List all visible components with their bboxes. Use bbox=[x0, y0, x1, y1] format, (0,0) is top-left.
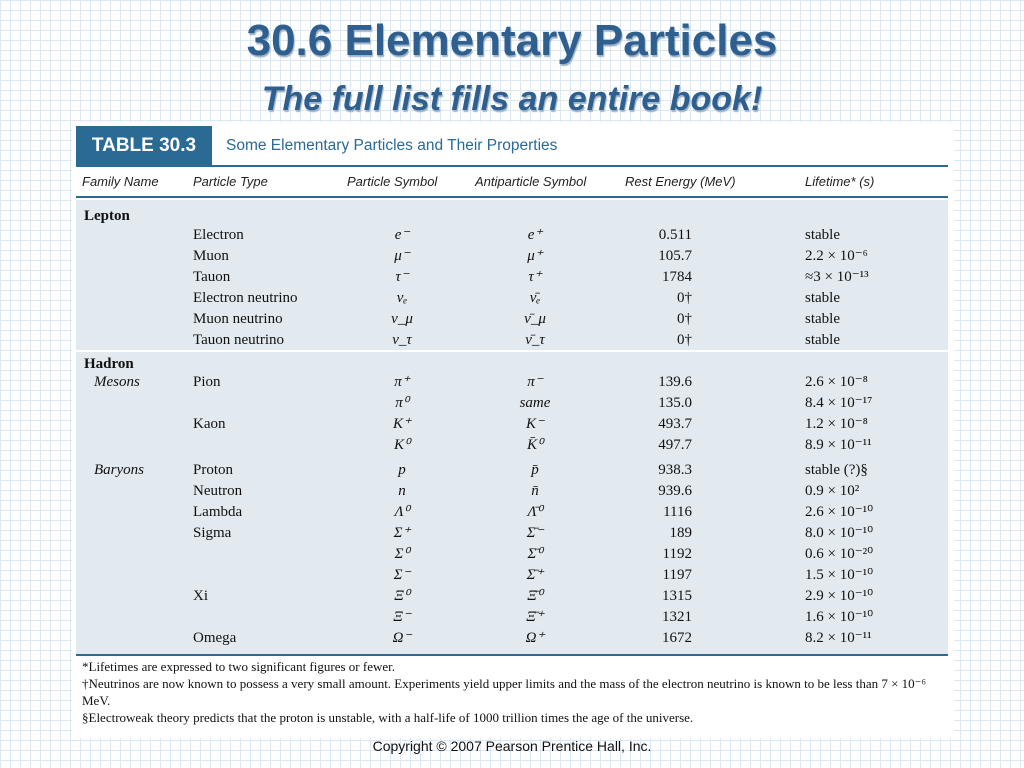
cell-anti: τ⁺ bbox=[528, 269, 542, 285]
cell-symbol: π⁰ bbox=[395, 395, 409, 411]
cell-symbol: p bbox=[398, 462, 406, 478]
cell-symbol: n bbox=[398, 483, 406, 499]
cell-type: Electron bbox=[193, 227, 244, 243]
cell-type: Kaon bbox=[193, 416, 226, 432]
cell-type: Xi bbox=[193, 588, 208, 604]
subfamily-mesons: Mesons bbox=[94, 374, 140, 390]
cell-energy: 1321 bbox=[662, 609, 692, 625]
cell-symbol: ν_μ bbox=[391, 311, 413, 327]
cell-energy: 1192 bbox=[662, 546, 692, 562]
cell-type: Lambda bbox=[193, 504, 243, 520]
cell-anti: Ω⁺ bbox=[525, 630, 545, 646]
footer-rule bbox=[76, 654, 948, 656]
cell-lifetime: 1.6 × 10⁻¹⁰ bbox=[805, 609, 874, 625]
cell-type: Muon neutrino bbox=[193, 311, 283, 327]
footnotes bbox=[82, 658, 944, 726]
column-header-symbol: Particle Symbol bbox=[347, 174, 438, 189]
cell-lifetime: 8.9 × 10⁻¹¹ bbox=[805, 437, 872, 453]
family-lepton: Lepton bbox=[84, 208, 130, 224]
cell-lifetime: ≈3 × 10⁻¹³ bbox=[805, 269, 869, 285]
cell-type: Tauon bbox=[193, 269, 231, 285]
cell-symbol: μ⁻ bbox=[394, 248, 410, 264]
cell-symbol: Ξ⁻ bbox=[393, 609, 411, 625]
table-number-tag: TABLE 30.3 bbox=[76, 126, 212, 166]
cell-lifetime: stable bbox=[805, 290, 840, 306]
cell-lifetime: 0.6 × 10⁻²⁰ bbox=[805, 546, 874, 562]
cell-anti: ν̄ₑ bbox=[529, 290, 541, 306]
cell-type: Tauon neutrino bbox=[193, 332, 285, 348]
cell-symbol: Ξ⁰ bbox=[394, 588, 410, 604]
cell-lifetime: stable (?)§ bbox=[805, 462, 868, 478]
cell-lifetime: stable bbox=[805, 227, 840, 243]
cell-lifetime: stable bbox=[805, 332, 840, 348]
cell-symbol: K⁰ bbox=[393, 437, 411, 453]
cell-anti: μ⁺ bbox=[527, 248, 543, 264]
cell-anti: Ξ̄⁺ bbox=[526, 609, 544, 625]
cell-energy: 139.6 bbox=[658, 374, 692, 390]
cell-energy: 939.6 bbox=[658, 483, 692, 499]
cell-anti: K̄⁰ bbox=[526, 437, 544, 453]
cell-symbol: e⁻ bbox=[394, 227, 410, 243]
cell-anti: e⁺ bbox=[527, 227, 543, 243]
table-figure bbox=[72, 122, 954, 738]
footnote-proton: §Electroweak theory predicts that the proton is unstable, with a half-life of 1000 trillion times the age of the universe. bbox=[82, 710, 694, 725]
cell-lifetime: 1.2 × 10⁻⁸ bbox=[805, 416, 868, 432]
cell-symbol: Σ⁻ bbox=[393, 567, 411, 583]
cell-energy: 497.7 bbox=[658, 437, 692, 453]
column-header-lifetime: Lifetime* (s) bbox=[805, 174, 875, 189]
cell-anti: Σ̄⁺ bbox=[526, 567, 544, 583]
cell-symbol: Σ⁰ bbox=[394, 546, 410, 562]
column-header-antiparticle: Antiparticle Symbol bbox=[475, 174, 587, 189]
cell-type: Pion bbox=[193, 374, 221, 390]
cell-energy: 105.7 bbox=[658, 248, 692, 264]
cell-energy: 0.511 bbox=[658, 227, 692, 243]
cell-lifetime: 8.0 × 10⁻¹⁰ bbox=[805, 525, 874, 541]
cell-lifetime: 0.9 × 10² bbox=[805, 483, 860, 499]
cell-anti: p̄ bbox=[531, 462, 539, 478]
cell-lifetime: 8.2 × 10⁻¹¹ bbox=[805, 630, 872, 646]
cell-anti: same bbox=[519, 395, 551, 411]
cell-type: Muon bbox=[193, 248, 229, 264]
column-header-family: Family Name bbox=[82, 174, 159, 189]
subfamily-baryons: Baryons bbox=[94, 462, 144, 478]
cell-symbol: ν_τ bbox=[392, 332, 412, 348]
cell-symbol: Ω⁻ bbox=[392, 630, 412, 646]
cell-anti: π⁻ bbox=[527, 374, 543, 390]
family-hadron: Hadron bbox=[84, 356, 134, 372]
cell-anti: Σ̄⁻ bbox=[526, 525, 544, 541]
cell-energy: 0† bbox=[677, 290, 692, 306]
cell-lifetime: 1.5 × 10⁻¹⁰ bbox=[805, 567, 874, 583]
cell-anti: n̄ bbox=[531, 483, 539, 499]
cell-energy: 1784 bbox=[662, 269, 692, 285]
cell-type: Omega bbox=[193, 630, 237, 646]
cell-symbol: K⁺ bbox=[393, 416, 411, 432]
cell-type: Sigma bbox=[193, 525, 232, 541]
table-header bbox=[76, 126, 948, 166]
cell-symbol: π⁺ bbox=[394, 374, 410, 390]
column-header-rest-energy: Rest Energy (MeV) bbox=[625, 174, 736, 189]
cell-anti: Ξ̄⁰ bbox=[527, 588, 543, 604]
cell-energy: 0† bbox=[677, 332, 692, 348]
cell-symbol: τ⁻ bbox=[395, 269, 409, 285]
cell-energy: 1197 bbox=[662, 567, 692, 583]
cell-anti: K⁻ bbox=[526, 416, 544, 432]
cell-energy: 1116 bbox=[663, 504, 692, 520]
cell-energy: 135.0 bbox=[658, 395, 692, 411]
slide-title: 30.6 Elementary Particles bbox=[246, 16, 778, 65]
cell-anti: Σ̄⁰ bbox=[527, 546, 543, 562]
footnote-neutrinos: †Neutrinos are now known to possess a very small amount. Experiments yield upper limits and the mass of the electron neutrino is known to be less than 7 × 10⁻⁶ MeV. bbox=[82, 676, 927, 708]
cell-lifetime: 2.6 × 10⁻⁸ bbox=[805, 374, 868, 390]
cell-lifetime: 2.6 × 10⁻¹⁰ bbox=[805, 504, 874, 520]
cell-lifetime: 2.2 × 10⁻⁶ bbox=[805, 248, 868, 264]
cell-energy: 0† bbox=[677, 311, 692, 327]
cell-symbol: νₑ bbox=[396, 290, 408, 306]
cell-type: Neutron bbox=[193, 483, 243, 499]
cell-anti: ν̄_μ bbox=[524, 311, 546, 327]
cell-lifetime: 2.9 × 10⁻¹⁰ bbox=[805, 588, 874, 604]
column-header-type: Particle Type bbox=[193, 174, 268, 189]
cell-energy: 1315 bbox=[662, 588, 692, 604]
cell-energy: 938.3 bbox=[658, 462, 692, 478]
cell-lifetime: stable bbox=[805, 311, 840, 327]
cell-anti: Λ̄⁰ bbox=[527, 504, 543, 520]
cell-energy: 493.7 bbox=[658, 416, 692, 432]
slide-subtitle: The full list fills an entire book! bbox=[261, 80, 763, 118]
cell-type: Proton bbox=[193, 462, 234, 478]
footnote-lifetimes: *Lifetimes are expressed to two significant figures or fewer. bbox=[82, 659, 395, 674]
table-caption: Some Elementary Particles and Their Properties bbox=[226, 137, 558, 154]
cell-energy: 1672 bbox=[662, 630, 692, 646]
cell-symbol: Σ⁺ bbox=[393, 525, 411, 541]
cell-symbol: Λ⁰ bbox=[394, 504, 410, 520]
cell-lifetime: 8.4 × 10⁻¹⁷ bbox=[805, 395, 873, 411]
cell-anti: ν̄_τ bbox=[525, 332, 545, 348]
header-rule bbox=[76, 165, 948, 167]
cell-type: Electron neutrino bbox=[193, 290, 298, 306]
column-header-rule bbox=[76, 196, 948, 198]
cell-energy: 189 bbox=[669, 525, 692, 541]
copyright-notice: Copyright © 2007 Pearson Prentice Hall, Inc. bbox=[372, 738, 652, 754]
